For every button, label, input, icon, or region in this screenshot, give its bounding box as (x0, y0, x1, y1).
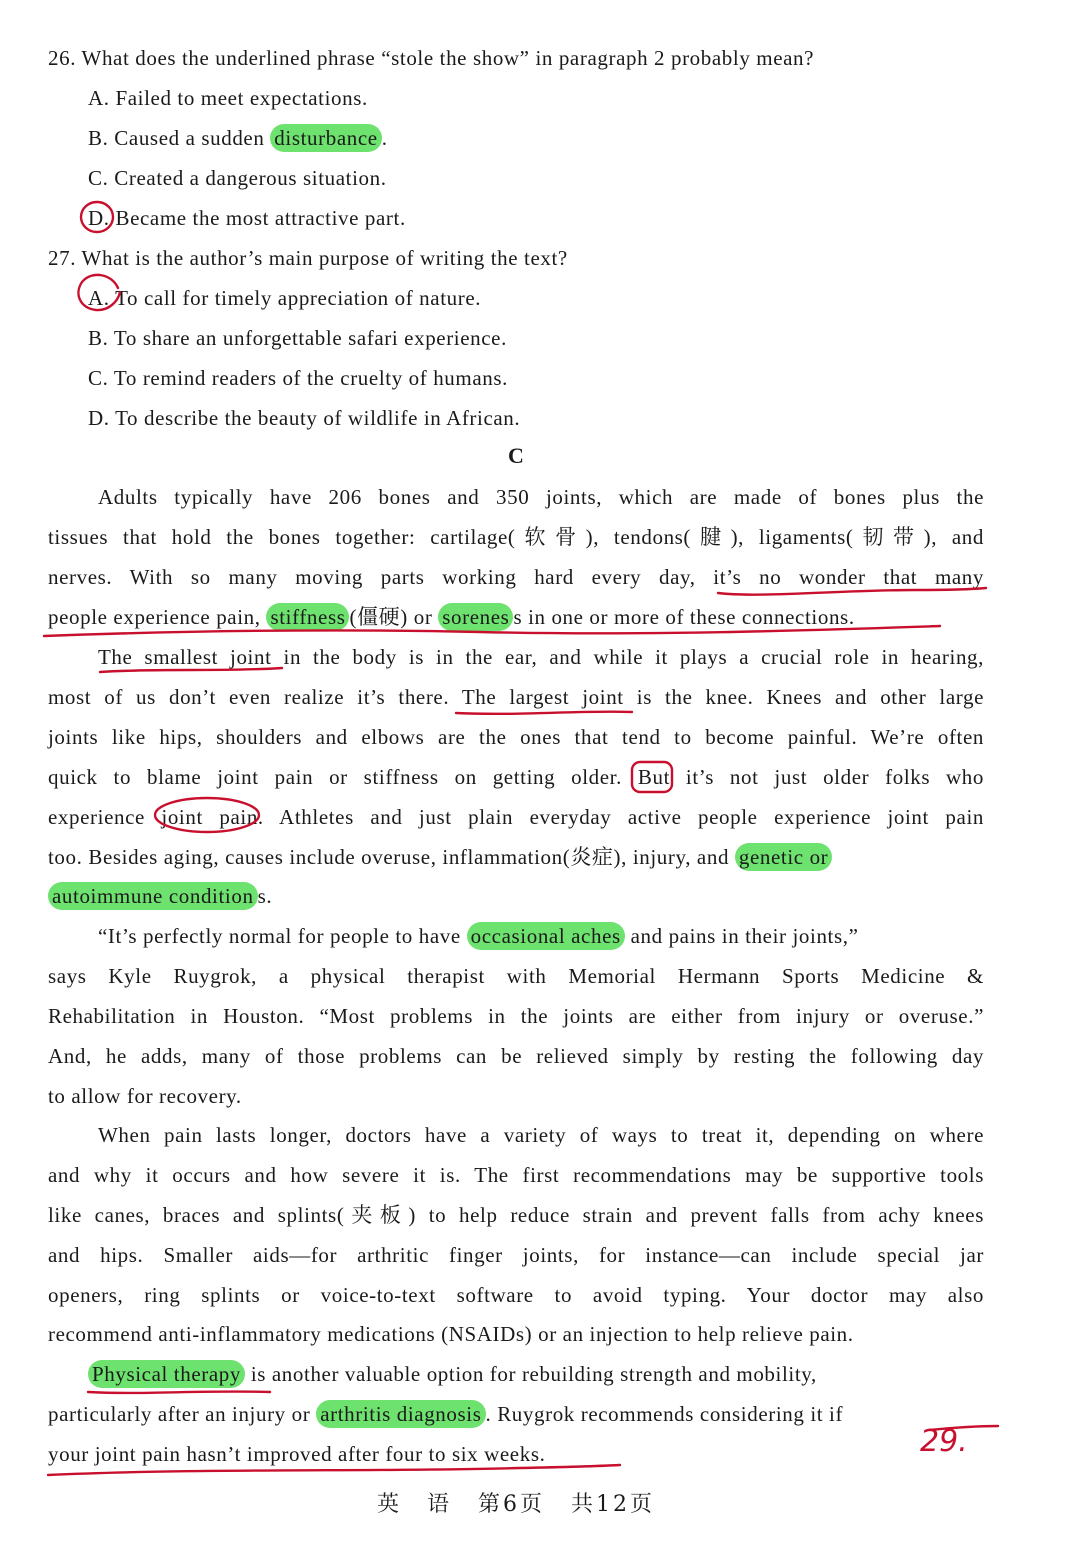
passage-line: most of us don’t even realize it’s there. The largest joint is the knee. Knees and other large (48, 685, 984, 709)
passage-line: And, he adds, many of those problems can be relieved simply by resting the following day (48, 1044, 984, 1068)
highlight: disturbance (270, 124, 381, 152)
passage-line: openers, ring splints or voice-to-text software to avoid typing. Your doctor may also (48, 1283, 984, 1307)
passage-line: When pain lasts longer, doctors have a variety of ways to treat it, depending on where (98, 1123, 984, 1147)
question-26-stem: 26. What does the underlined phrase “stole the show” in paragraph 2 probably mean? (48, 46, 815, 70)
passage-line: people experience pain, stiffness (僵硬) or sorenes s in one or more of these connections. (48, 605, 855, 629)
question-27-option-d: D. To describe the beauty of wildlife in African. (88, 406, 521, 430)
highlight: sorenes (438, 603, 513, 631)
highlight: stiffness (266, 603, 349, 631)
passage-line: and why it occurs and how severe it is. The first recommendations may be supportive tools (48, 1163, 984, 1187)
question-27-option-c: C. To remind readers of the cruelty of humans. (88, 366, 508, 390)
question-27-option-b: B. To share an unforgettable safari experience. (88, 326, 507, 350)
handwritten-note: 29. (920, 1424, 968, 1459)
passage-line: says Kyle Ruygrok, a physical therapist with Memorial Hermann Sports Medicine & (48, 964, 984, 988)
passage-line: “It’s perfectly normal for people to have occasional aches and pains in their joints,” (98, 924, 859, 948)
highlight: autoimmune condition (48, 882, 258, 910)
passage-line: nerves. With so many moving parts working hard every day, it’s no wonder that many (48, 565, 984, 589)
passage-line: The smallest joint in the body is in the ear, and while it plays a crucial role in hearing, (98, 645, 984, 669)
page-footer: 英 语 第6页 共12页 (376, 1492, 655, 1517)
passage-line: Physical therapy is another valuable option for rebuilding strength and mobility, (88, 1354, 984, 1394)
passage-line: tissues that hold the bones together: cartilage(软骨), tendons(腱), ligaments(韧带), and (48, 525, 984, 549)
passage-line: recommend anti-inflammatory medications (NSAIDs) or an injection to help relieve pain. (48, 1322, 854, 1346)
passage-line: too. Besides aging, causes include overuse, inflammation(炎症), injury, and genetic or (48, 837, 984, 877)
section-label: C (508, 443, 524, 468)
highlight: genetic or (735, 843, 832, 871)
question-27-option-a: A. To call for timely appreciation of nature. (88, 286, 482, 310)
highlight: occasional aches (467, 922, 625, 950)
passage-line: particularly after an injury or arthritis diagnosis . Ruygrok recommends considering it if (48, 1402, 844, 1426)
passage-line: joints like hips, shoulders and elbows are the ones that tend to become painful. We’re often (48, 725, 984, 749)
passage-line: quick to blame joint pain or stiffness on getting older. But it’s not just older folks who (48, 765, 984, 789)
question-26-option-d: D. Became the most attractive part. (88, 206, 406, 230)
passage-line: Adults typically have 206 bones and 350 joints, which are made of bones plus the (98, 485, 984, 509)
passage-line: Rehabilitation in Houston. “Most problems in the joints are either from injury or overuse.” (48, 1004, 984, 1028)
passage-line: and hips. Smaller aids—for arthritic finger joints, for instance—can include special jar (48, 1243, 984, 1267)
question-26-option-b: B. Caused a sudden disturbance . (88, 126, 388, 150)
question-26-option-a: A. Failed to meet expectations. (88, 86, 368, 110)
passage-line: your joint pain hasn’t improved after four to six weeks. (48, 1442, 546, 1466)
passage-line: experience joint pain. Athletes and just plain everyday active people experience joint pain (48, 805, 984, 829)
passage-line: autoimmune condition s. (48, 876, 984, 916)
passage-line: to allow for recovery. (48, 1084, 242, 1108)
highlight: arthritis diagnosis (316, 1400, 485, 1428)
passage-line: like canes, braces and splints(夹板) to help reduce strain and prevent falls from achy knees (48, 1203, 984, 1227)
highlight: Physical therapy (88, 1360, 245, 1388)
question-27-stem: 27. What is the author’s main purpose of writing the text? (48, 246, 568, 270)
question-26-option-c: C. Created a dangerous situation. (88, 166, 387, 190)
